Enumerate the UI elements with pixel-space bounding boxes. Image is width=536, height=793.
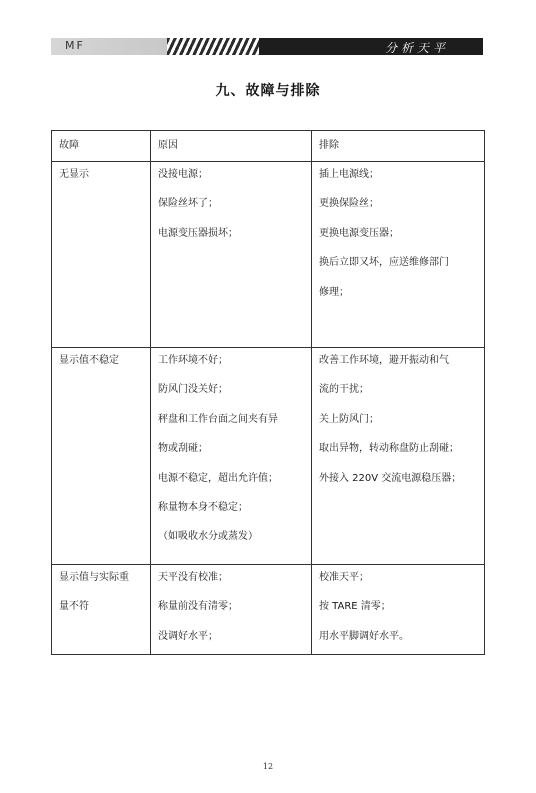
fix-cell <box>312 348 485 565</box>
cause-line: 保险丝坏了； <box>158 198 218 210</box>
fix-line: 校准天平； <box>319 572 369 583</box>
fix-line: 修理； <box>319 286 349 298</box>
fault-line: 显示值与实际重 <box>59 572 129 583</box>
fix-line: 更换电源变压器； <box>319 227 399 239</box>
header-cause: 原因 <box>151 131 312 162</box>
fix-line: 换后立即又坏，应送维修部门 <box>319 257 449 269</box>
fault-line: 显示值不稳定 <box>59 355 119 366</box>
header-stripes <box>167 38 259 55</box>
table-row <box>52 162 485 348</box>
cause-line: 物或刮碰； <box>158 443 208 455</box>
fix-cell <box>312 565 485 655</box>
fault-cell <box>52 162 151 348</box>
cause-line: 称量前没有清零； <box>158 601 238 613</box>
fix-line: 取出异物，转动称盘防止刮碰； <box>319 443 459 455</box>
cause-cell <box>151 565 312 655</box>
header-right-band <box>259 38 483 55</box>
troubleshooting-table <box>51 130 485 655</box>
table-header-row <box>52 131 485 162</box>
cause-line: 天平没有校准； <box>158 572 228 583</box>
page-header <box>51 38 483 55</box>
cause-line: 工作环境不好； <box>158 355 228 366</box>
cause-line: （如吸收水分或蒸发） <box>158 531 258 543</box>
header-product-name: 分析天平 <box>384 41 449 55</box>
cause-cell <box>151 162 312 348</box>
header-model: MF <box>65 39 85 52</box>
cause-line: 没接电源； <box>158 169 208 180</box>
fault-cell <box>52 348 151 565</box>
fix-line: 更换保险丝； <box>319 198 379 210</box>
fix-cell <box>312 162 485 348</box>
fix-line: 用水平脚调好水平。 <box>319 630 409 642</box>
cause-cell <box>151 348 312 565</box>
table-row <box>52 348 485 565</box>
header-fault: 故障 <box>52 131 151 162</box>
fix-line: 流的干扰； <box>319 384 369 396</box>
header-fix: 排除 <box>312 131 485 162</box>
fix-line: 关上防风门； <box>319 413 379 425</box>
fix-line: 插上电源线； <box>319 169 379 180</box>
fault-cell <box>52 565 151 655</box>
fix-line: 外接入 220V 交流电源稳压器； <box>319 472 462 484</box>
fault-line: 量不符 <box>59 601 89 613</box>
fix-line: 按 TARE 清零； <box>319 601 391 613</box>
cause-line: 电源不稳定，超出允许值； <box>158 472 278 484</box>
cause-line: 电源变压器损坏； <box>158 227 238 239</box>
cause-line: 没调好水平； <box>158 630 218 642</box>
section-title: 九、故障与排除 <box>215 83 321 99</box>
fault-line: 无显示 <box>59 169 89 180</box>
cause-line: 防风门没关好； <box>158 384 228 396</box>
page-number: 12 <box>262 762 274 771</box>
cause-line: 称量物本身不稳定； <box>158 501 248 513</box>
table-row <box>52 565 485 655</box>
header-left-band <box>51 38 167 55</box>
fix-line: 改善工作环境，避开振动和气 <box>319 355 449 366</box>
cause-line: 秤盘和工作台面之间夹有异 <box>158 413 278 425</box>
